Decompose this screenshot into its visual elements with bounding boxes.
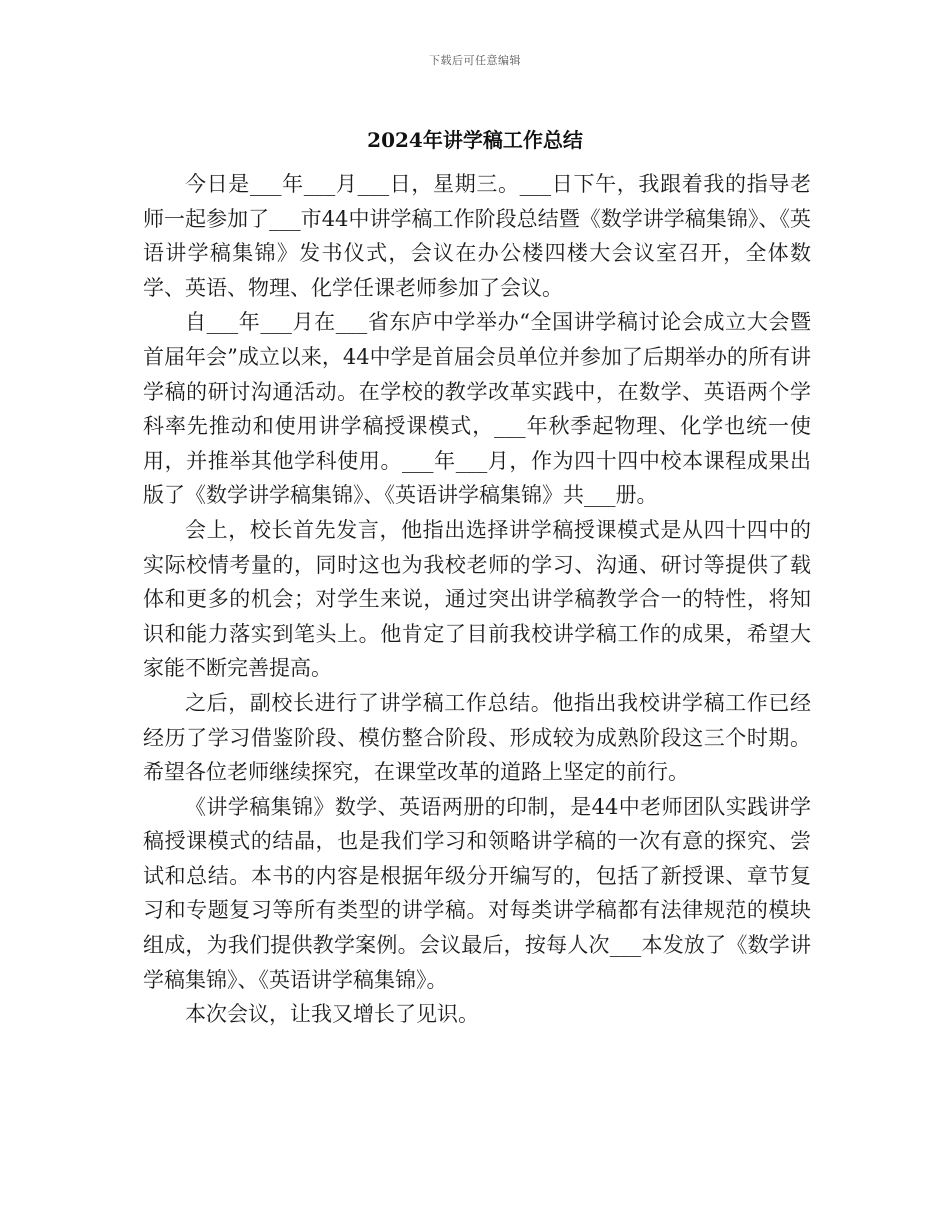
paragraph: 之后，副校长进行了讲学稿工作总结。他指出我校讲学稿工作已经经历了学习借鉴阶段、模仿整合阶段、形成较为成熟阶段这三个时期。希望各位老师继续探究，在课堂改革的道路上坚定的前行。 xyxy=(143,690,811,785)
paragraph: 《讲学稿集锦》数学、英语两册的印制，是44中老师团队实践讲学稿授课模式的结晶，也是我们学习和领略讲学稿的一次有意的探究、尝试和总结。本书的内容是根据年级分开编写的，包括了新授课、章节复习和专题复习等所有类型的讲学稿。对每类讲学稿都有法律规范的模块组成，为我们提供教学案例。会议最后，按每人次___本发放了《数学讲学稿集锦》、《英语讲学稿集锦》。 xyxy=(143,794,811,992)
paragraph: 会上，校长首先发言，他指出选择讲学稿授课模式是从四十四中的实际校情考量的，同时这也为我校老师的学习、沟通、研讨等提供了载体和更多的机会；对学生来说，通过突出讲学稿教学合一的特性，将知识和能力落实到笔头上。他肯定了目前我校讲学稿工作的成果，希望大家能不断完善提高。 xyxy=(143,517,811,681)
paragraph: 本次会议，让我又增长了见识。 xyxy=(185,1002,479,1027)
document-title: 2024年讲学稿工作总结 xyxy=(367,128,583,152)
paragraph: 今日是___年___月___日，星期三。___日下午，我跟着我的指导老师一起参加了___市44中讲学稿工作阶段总结暨《数学讲学稿集锦》、《英语讲学稿集锦》发书仪式，会议在办公楼四楼大会议室召开，全体数学、英语、物理、化学任课老师参加了会议。 xyxy=(143,172,811,300)
page-header-note: 下载后可任意编辑 xyxy=(429,54,521,67)
document-body xyxy=(143,167,811,1032)
paragraph: 自___年___月在___省东庐中学举办“全国讲学稿讨论会成立大会暨首届年会”成立以来，44中学是首届会员单位并参加了后期举办的所有讲学稿的研讨沟通活动。在学校的教学改革实践中，在数学、英语两个学科率先推动和使用讲学稿授课模式，___年秋季起物理、化学也统一使用，并推举其他学科使用。___年___月，作为四十四中校本课程成果出版了《数学讲学稿集锦》、《英语讲学稿集锦》共___册。 xyxy=(143,310,811,508)
